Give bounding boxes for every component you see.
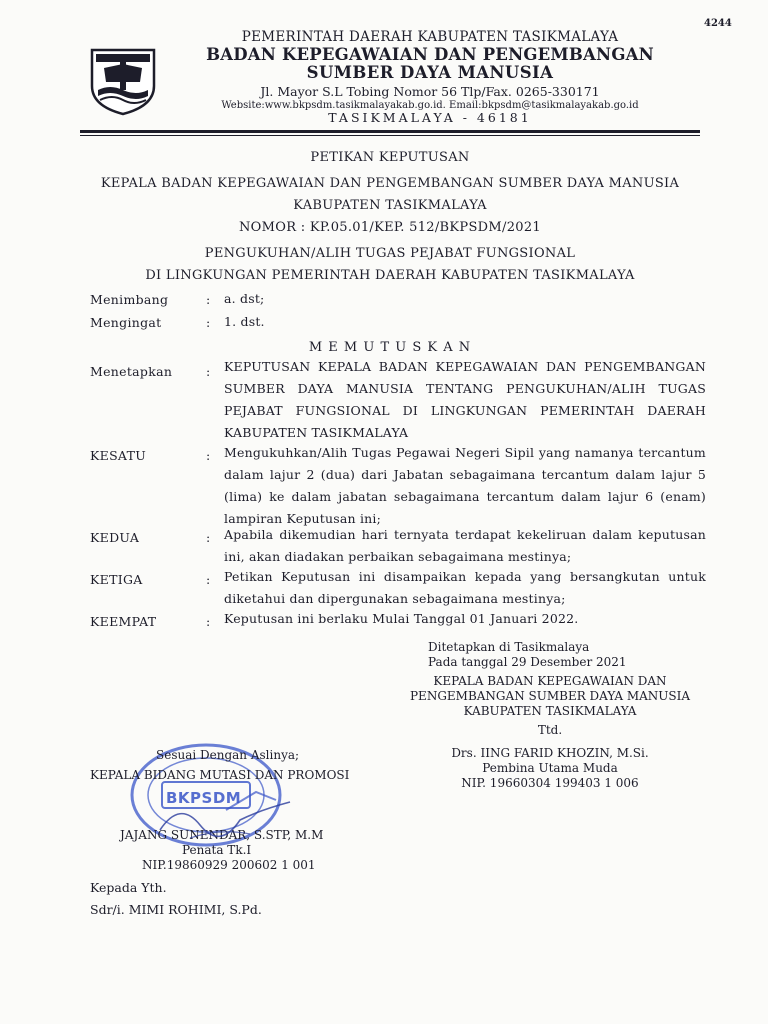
signature-office-2: PENGEMBANGAN SUMBER DAYA MANUSIA (409, 689, 691, 703)
signature-office: KEPALA BADAN KEPEGAWAIAN DAN (433, 674, 667, 688)
letterhead-address: Jl. Mayor S.L Tobing Nomor 56 Tlp/Fax. 0265-330171 (260, 84, 600, 100)
letterhead-rule (80, 130, 700, 133)
signature-nip: NIP. 19660304 199403 1 006 (461, 776, 639, 790)
mengingat-text: 1. dst. (224, 314, 265, 329)
signature-office-3: KABUPATEN TASIKMALAYA (463, 704, 637, 718)
copy-verification: Sesuai Dengan Aslinya; (156, 748, 300, 762)
kesatu-label: KESATU (90, 448, 147, 463)
kedua-label: KEDUA (90, 530, 140, 545)
page-number: 4244 (704, 18, 732, 29)
letterhead (160, 30, 700, 126)
doc-subject-2: DI LINGKUNGAN PEMERINTAH DAERAH KABUPATEN TASIKMALAYA (145, 268, 635, 283)
kedua-colon: : (206, 530, 211, 545)
kedua-text: Apabila dikemudian hari ternyata terdapat kekeliruan dalam keputusan ini, akan diadakan perbaikan sebagaimana mestinya; (224, 527, 706, 564)
recipient-to: Kepada Yth. (90, 880, 167, 895)
menimbang-colon: : (206, 292, 211, 307)
doc-issuer-2: KABUPATEN TASIKMALAYA (293, 198, 487, 213)
kesatu-text: Mengukuhkan/Alih Tugas Pegawai Negeri Sipil yang namanya tercantum dalam lajur 2 (dua) dari Jabatan sebagaimana tercantum dalam lajur 5 (lima) ke dalam jabatan sebagaimana tercantum dalam lajur 6 (enam) lampiran Keputusan ini; (224, 445, 706, 526)
keempat-text: Keputusan ini berlaku Mulai Tanggal 01 Januari 2022. (224, 611, 579, 626)
menimbang-text: a. dst; (224, 291, 265, 306)
signature-rank: Pembina Utama Muda (482, 761, 618, 775)
letterhead-city: TASIKMALAYA - 46181 (328, 110, 532, 126)
memutuskan-heading: M E M U T U S K A N (308, 340, 472, 355)
signature-date: Pada tanggal 29 Desember 2021 (428, 655, 627, 669)
stamp-text: BKPSDM (166, 789, 242, 807)
left-signature-rank: Penata Tk.I (182, 843, 252, 857)
ketiga-label: KETIGA (90, 572, 143, 587)
doc-number: NOMOR : KP.05.01/KEP. 512/BKPSDM/2021 (239, 220, 541, 235)
ketiga-colon: : (206, 572, 211, 587)
handwritten-signature-icon (150, 790, 300, 850)
left-signature-office: KEPALA BIDANG MUTASI DAN PROMOSI (90, 768, 350, 782)
letterhead-rule-thin (80, 135, 700, 136)
letterhead-agency: BADAN KEPEGAWAIAN DAN PENGEMBANGAN (206, 44, 654, 64)
letterhead-government: PEMERINTAH DAERAH KABUPATEN TASIKMALAYA (241, 29, 619, 45)
menetapkan-text: KEPUTUSAN KEPALA BADAN KEPEGAWAIAN DAN PENGEMBANGAN SUMBER DAYA MANUSIA TENTANG PENGUKUHAN/ALIH TUGAS PEJABAT FUNGSIONAL DI LINGKUNGAN PEMERINTAH DAERAH KABUPATEN TASIKMALAYA (224, 359, 706, 440)
kesatu-colon: : (206, 448, 211, 463)
signature-right-block (380, 674, 720, 791)
menetapkan-label: Menetapkan (90, 364, 173, 379)
signature-ttd: Ttd. (537, 723, 563, 737)
left-signature-name: JAJANG SUNENDAR, S.STP, M.M (120, 828, 324, 842)
left-signature-nip: NIP.19860929 200602 1 001 (142, 858, 316, 872)
keempat-label: KEEMPAT (90, 614, 157, 629)
ketiga-text: Petikan Keputusan ini disampaikan kepada yang bersangkutan untuk diketahui dan dipergunakan sebagaimana mestinya; (224, 569, 706, 606)
doc-issuer: KEPALA BADAN KEPEGAWAIAN DAN PENGEMBANGAN SUMBER DAYA MANUSIA (100, 176, 680, 191)
doc-subject: PENGUKUHAN/ALIH TUGAS PEJABAT FUNGSIONAL (204, 246, 576, 261)
letterhead-agency-2: SUMBER DAYA MANUSIA (306, 63, 554, 83)
signature-place: Ditetapkan di Tasikmalaya (428, 640, 590, 654)
recipient-name: Sdr/i. MIMI ROHIMI, S.Pd. (90, 902, 262, 917)
menetapkan-colon: : (206, 364, 211, 379)
letterhead-web: Website:www.bkpsdm.tasikmalayakab.go.id. Email:bkpsdm@tasikmalayakab.go.id (221, 99, 639, 111)
regency-emblem-icon (86, 42, 160, 116)
mengingat-label: Mengingat (90, 315, 162, 330)
signature-name: Drs. IING FARID KHOZIN, M.Si. (451, 746, 649, 760)
doc-heading: PETIKAN KEPUTUSAN (310, 150, 470, 165)
keempat-colon: : (206, 614, 211, 629)
signature-place-date (428, 640, 688, 670)
mengingat-colon: : (206, 315, 211, 330)
menimbang-label: Menimbang (90, 292, 169, 307)
